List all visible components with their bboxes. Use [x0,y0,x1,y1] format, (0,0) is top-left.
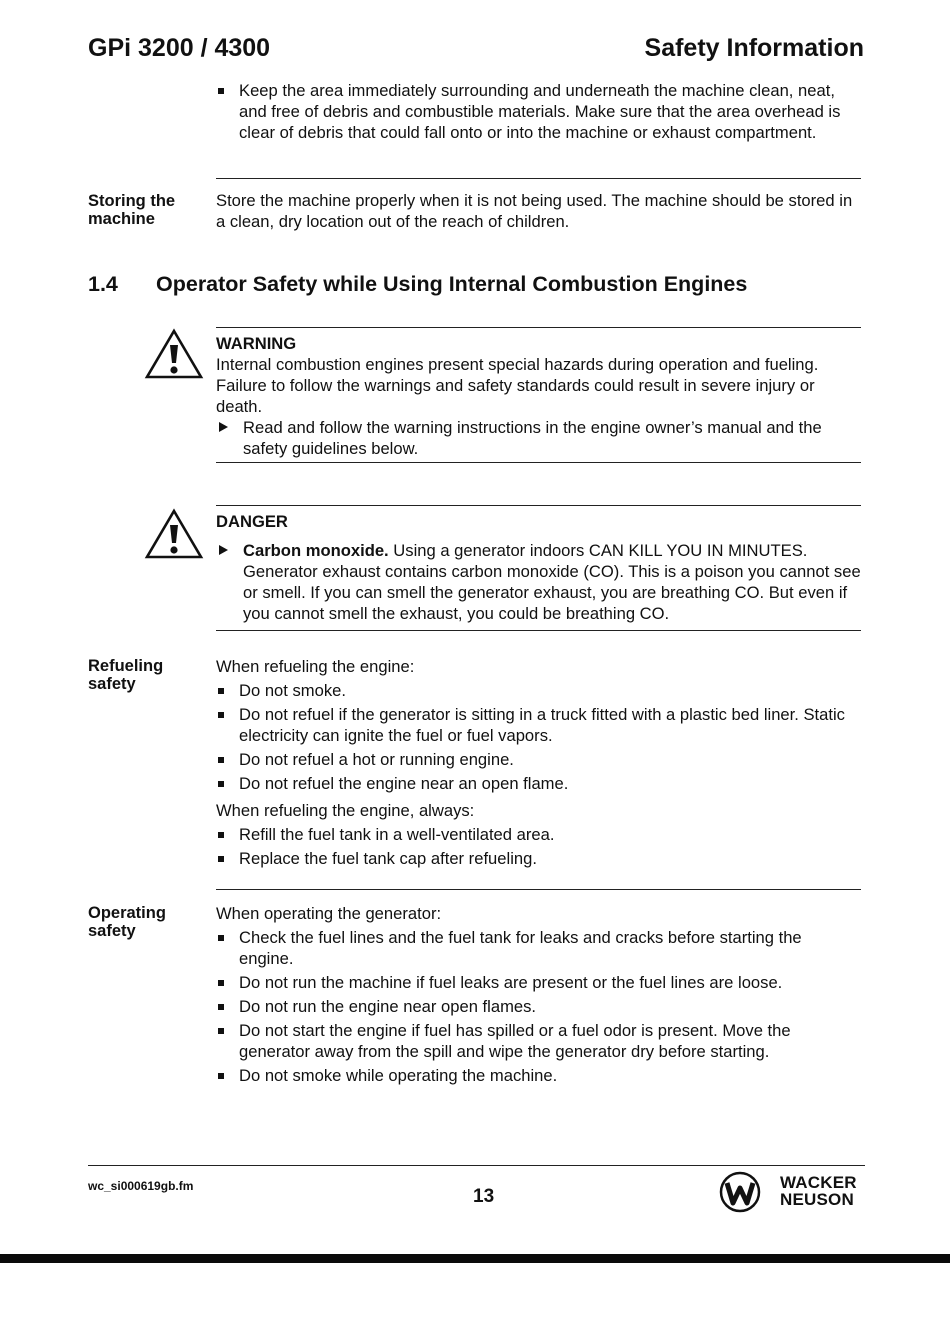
warning-text: Internal combustion engines present special hazards during operation and fueling. Failure to follow the warnings and safety standards could result in severe injury or death. [216,355,819,416]
bullet-square-icon [218,88,224,94]
danger-title: DANGER [216,512,288,531]
arrow-right-icon [219,422,228,432]
list-item [216,773,856,794]
storing-text: Store the machine properly when it is not being used. The machine should be stored in a clean, dry location out of the reach of children. [216,191,853,231]
list-item-text: Refill the fuel tank in a well-ventilated area. [239,825,555,844]
danger-bottom-divider [216,630,861,631]
danger-block [216,511,861,624]
list-item-text: Do not smoke while operating the machine. [239,1066,558,1085]
list-item-text: Do not run the machine if fuel leaks are present or the fuel lines are loose. [239,973,783,992]
refueling-content [216,656,856,869]
operating-heading-line1: Operating [88,904,166,922]
list-item-text: Replace the fuel tank cap after refueling. [239,849,537,868]
list-item-text: Check the fuel lines and the fuel tank for leaks and cracks before starting the engine. [239,928,802,968]
warning-title: WARNING [216,334,297,353]
list-item [216,972,856,993]
brand-line1: WACKER [780,1173,857,1192]
list-item-text: Do not run the engine near open flames. [239,997,537,1016]
danger-bold-lead: Carbon monoxide. [243,541,389,560]
list-item [216,1020,856,1062]
wacker-neuson-logo-icon [718,1170,762,1214]
danger-triangle-icon [144,508,204,560]
list-item [216,749,856,770]
page-bottom-bar [0,1254,950,1263]
list-item-text: Do not refuel if the generator is sitting in a truck fitted with a plastic bed liner. Static electricity can ignite the fuel or fuel vapors. [239,705,845,745]
page-number: 13 [473,1186,495,1207]
operating-heading-line2: safety [88,922,136,940]
list-item [216,996,856,1017]
section-number: 1.4 [88,272,118,296]
header-chapter: Safety Information [644,34,864,62]
danger-item [216,540,861,624]
bullet-square-icon [218,712,224,718]
bullet-square-icon [218,1073,224,1079]
danger-text: Using a generator indoors CAN KILL YOU IN MINUTES. Generator exhaust contains carbon monoxide (CO). This is a poison you cannot see or smell. If you can smell the generator exhaust, you are breathing CO. But even if you cannot smell the exhaust, you could be breathing CO. [243,541,861,623]
storing-heading-line2: machine [88,210,155,228]
operating-heading [88,904,198,940]
warning-block [216,333,861,459]
operating-list [216,927,856,1086]
list-item-text: Do not refuel a hot or running engine. [239,750,514,769]
footer-filename: wc_si000619gb.fm [88,1179,194,1193]
operating-intro: When operating the generator: [216,904,442,923]
bullet-square-icon [218,1028,224,1034]
brand-wordmark [780,1174,857,1208]
list-item [216,680,856,701]
arrow-right-icon [219,545,228,555]
warning-bottom-divider [216,462,861,463]
warning-top-divider [216,327,861,328]
list-item [216,927,856,969]
refueling-intro: When refueling the engine: [216,657,415,676]
list-item-text: Do not refuel the engine near an open flame. [239,774,569,793]
warning-action [216,417,861,459]
bullet-square-icon [218,935,224,941]
refueling-heading [88,657,198,693]
refueling-intro2: When refueling the engine, always: [216,801,475,820]
list-item [216,848,856,869]
bullet-square-icon [218,832,224,838]
bullet-square-icon [218,688,224,694]
list-item [216,704,856,746]
brand-line2: NEUSON [780,1190,854,1209]
bullet-square-icon [218,781,224,787]
danger-top-divider [216,505,861,506]
footer-divider [88,1165,865,1166]
intro-bullet-text: Keep the area immediately surrounding and underneath the machine clean, neat, and free of debris and combustible materials. Make sure that the area overhead is clear of debris that could fall onto or into the machine or exhaust compartment. [239,81,841,142]
storing-heading [88,192,198,228]
header-model: GPi 3200 / 4300 [88,34,271,62]
refueling-heading-line2: safety [88,675,136,693]
storing-heading-line1: Storing the [88,192,176,210]
operating-content [216,903,856,1086]
section-title-text: Operator Safety while Using Internal Combustion Engines [156,272,748,296]
divider [216,178,861,179]
bullet-square-icon [218,1004,224,1010]
list-item [216,1065,856,1086]
divider [216,889,861,890]
list-item [216,824,856,845]
bullet-square-icon [218,856,224,862]
brand-logo [718,1170,868,1214]
section-title [88,272,747,297]
bullet-square-icon [218,980,224,986]
list-item-text: Do not smoke. [239,681,346,700]
warning-action-text: Read and follow the warning instructions in the engine owner’s manual and the safety guidelines below. [243,418,822,458]
warning-triangle-icon [144,328,204,380]
refueling-list-2 [216,824,856,869]
bullet-square-icon [218,757,224,763]
refueling-list [216,680,856,794]
refueling-heading-line1: Refueling [88,657,164,675]
list-item-text: Do not start the engine if fuel has spilled or a fuel odor is present. Move the generator away from the spill and wipe the generator dry before starting. [239,1021,791,1061]
intro-bullet [216,80,846,143]
